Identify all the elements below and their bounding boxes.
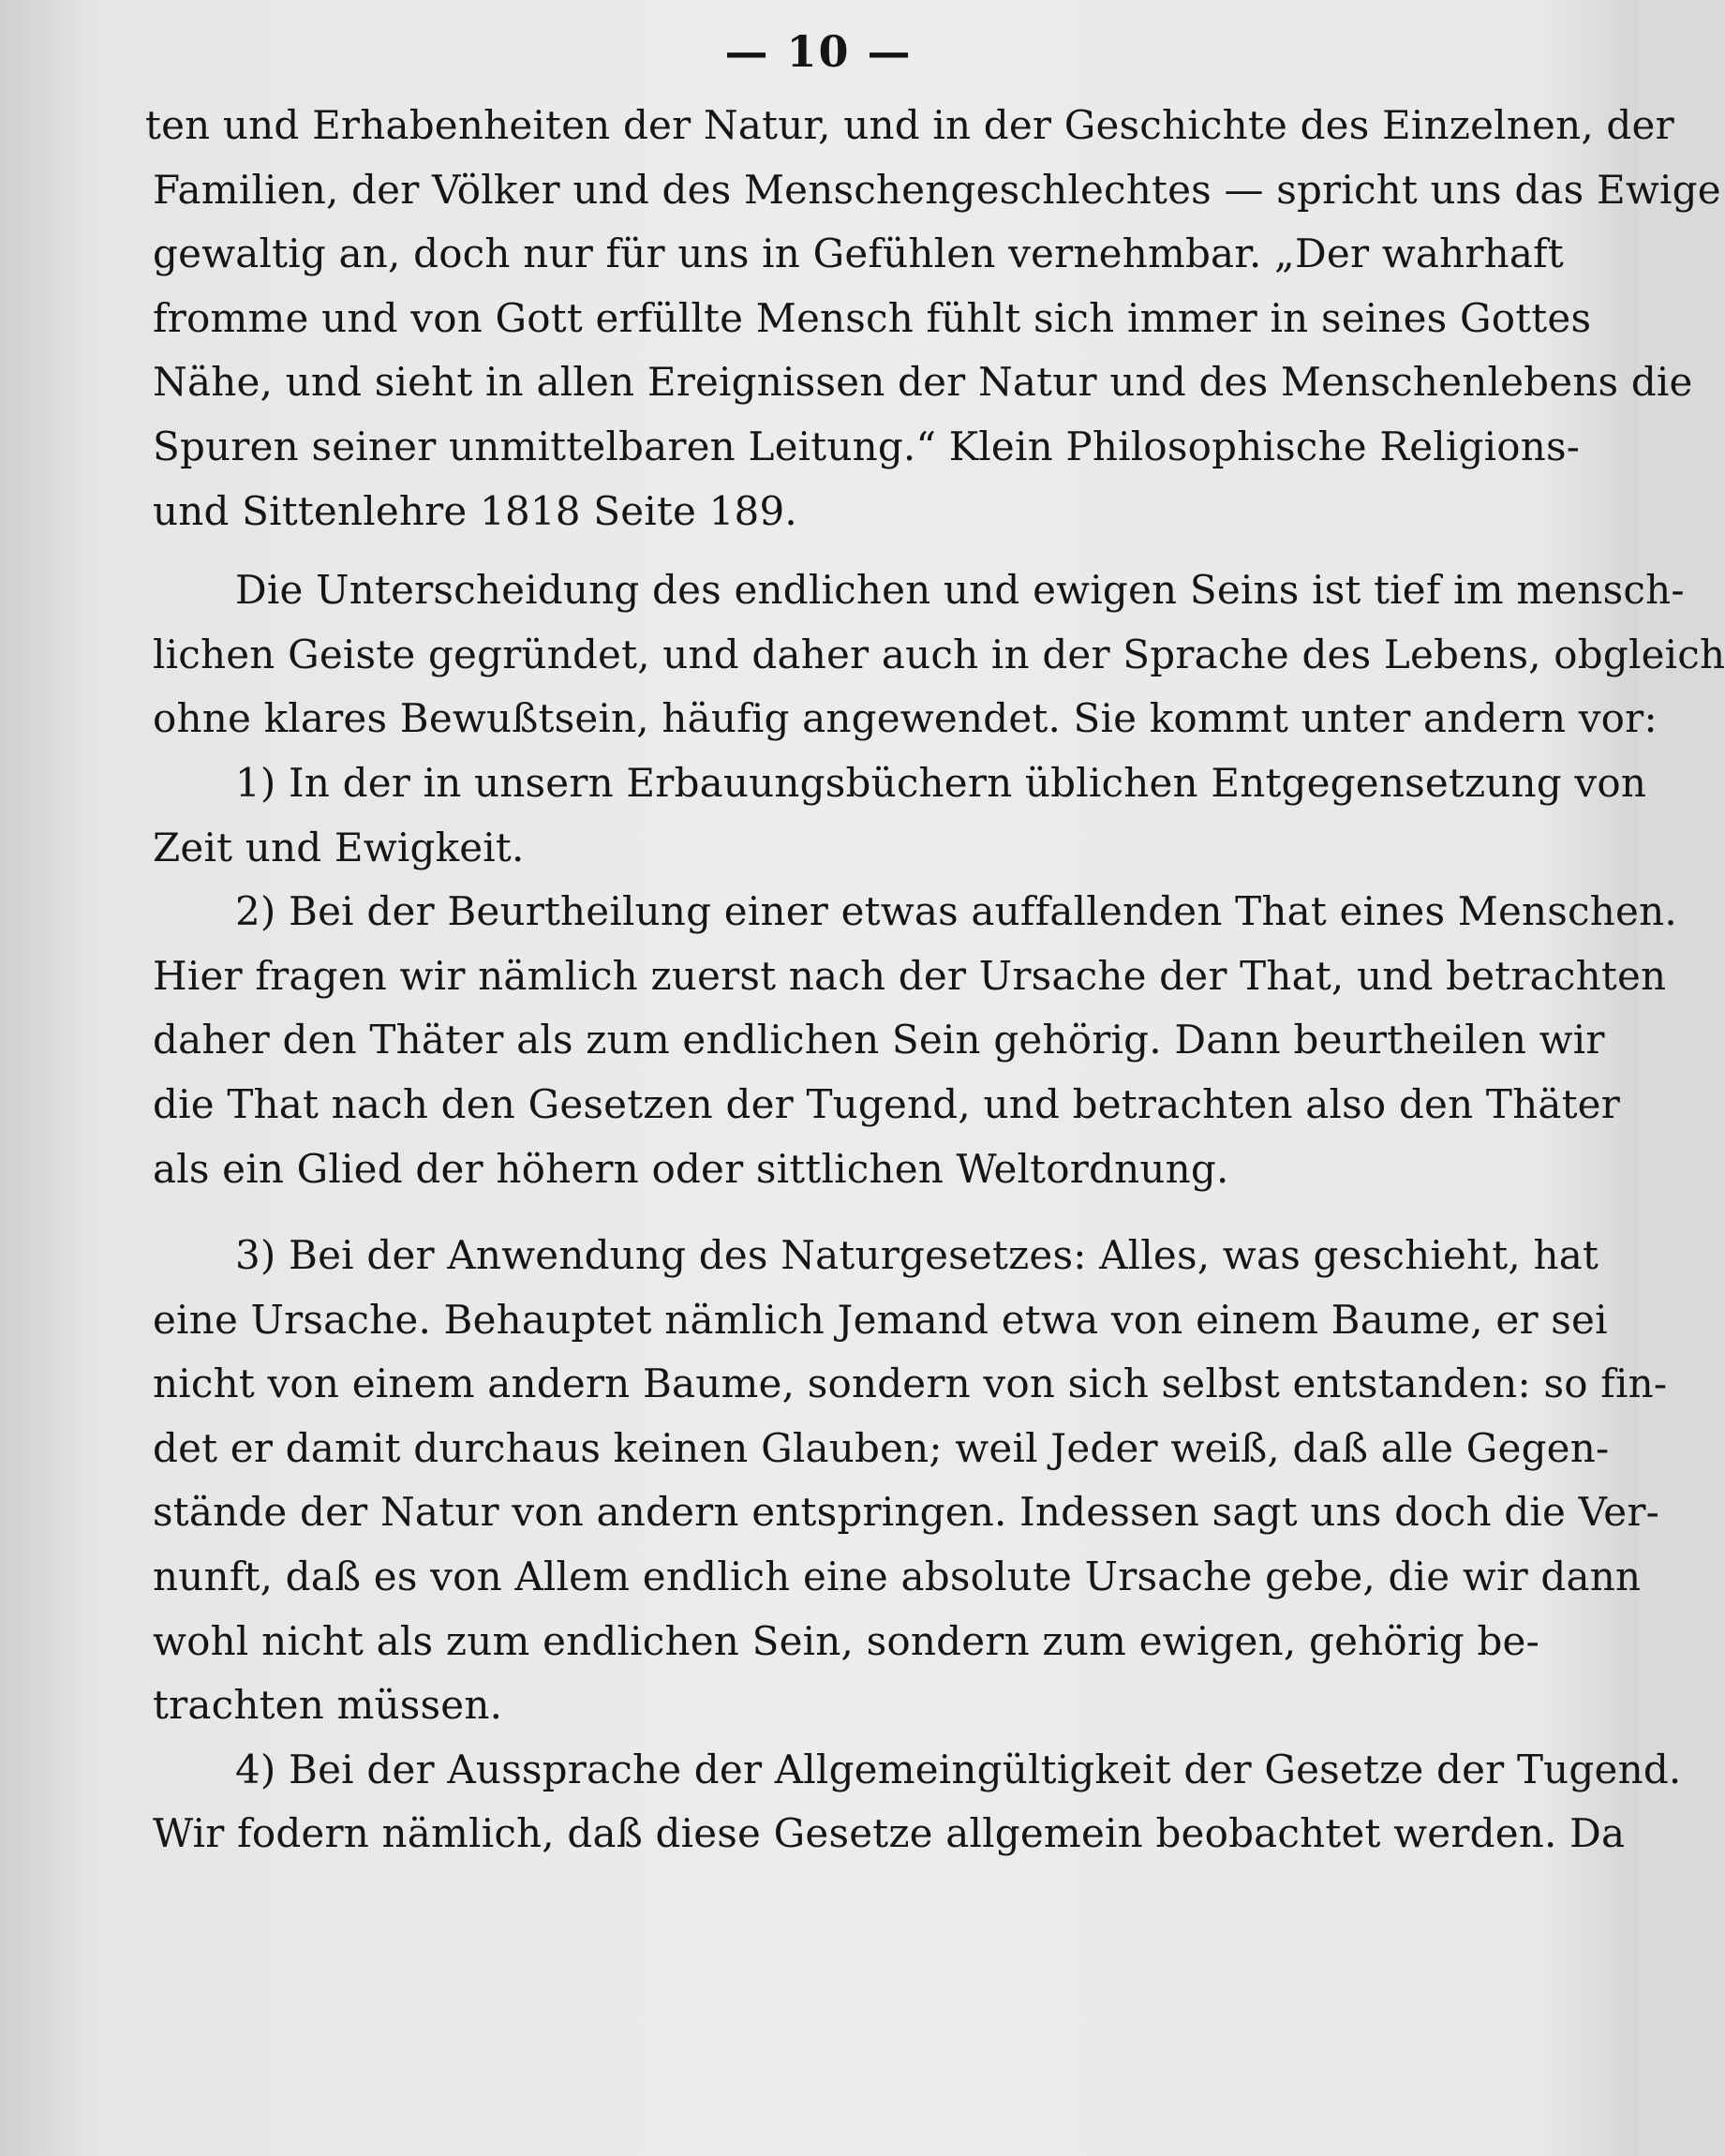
page-number: — 10 — — [724, 26, 913, 77]
body-text — [145, 94, 1725, 1866]
text-line: det er damit durchaus keinen Glauben; weil Jeder weiß, daß alle Gegen- — [153, 1424, 1610, 1471]
paragraph-1 — [145, 94, 1721, 543]
text-line: stände der Natur von andern entspringen. Indessen sagt uns doch die Ver- — [153, 1489, 1660, 1536]
text-line: wohl nicht als zum endlichen Sein, sondern zum ewigen, gehörig be- — [153, 1617, 1539, 1664]
paragraph-4 — [153, 880, 1677, 1201]
text-line: gewaltig an, doch nur für uns in Gefühlen vernehmbar. „Der wahrhaft — [153, 230, 1564, 277]
text-line: daher den Thäter als zum endlichen Sein gehörig. Dann beurtheilen wir — [153, 1017, 1605, 1063]
paragraph-6 — [153, 1738, 1682, 1866]
text-line: ten und Erhabenheiten der Natur, und in der Geschichte des Einzelnen, der — [145, 102, 1674, 148]
text-line: Zeit und Ewigkeit. — [153, 824, 525, 870]
paragraph-2 — [153, 558, 1725, 751]
text-line: 4) Bei der Aussprache der Allgemeingültigkeit der Gesetze der Tugend. — [235, 1746, 1682, 1792]
text-line: trachten müssen. — [153, 1682, 503, 1729]
text-line: Spuren seiner unmittelbaren Leitung.“ Klein Philosophische Religions- — [153, 423, 1581, 469]
text-line: Nähe, und sieht in allen Ereignissen der Natur und des Menschenlebens die — [153, 359, 1693, 406]
text-line: 3) Bei der Anwendung des Naturgesetzes: Alles, was geschieht, hat — [235, 1232, 1599, 1279]
text-line: 1) In der in unsern Erbauungsbüchern üblichen Entgegensetzung von — [235, 759, 1647, 806]
text-line: lichen Geiste gegründet, und daher auch in der Sprache des Lebens, obgleich — [153, 631, 1725, 677]
text-line: Wir fodern nämlich, daß diese Gesetze allgemein beobachtet werden. Da — [153, 1810, 1626, 1857]
text-line: nunft, daß es von Allem endlich eine absolute Ursache gebe, die wir dann — [153, 1554, 1642, 1600]
paragraph-3 — [153, 751, 1647, 880]
text-line: als ein Glied der höhern oder sittlichen Weltordnung. — [153, 1145, 1229, 1192]
text-line: und Sittenlehre 1818 Seite 189. — [153, 487, 797, 534]
text-line: Familien, der Völker und des Menschengeschlechtes — spricht uns das Ewige — [153, 166, 1721, 213]
text-line: die That nach den Gesetzen der Tugend, und betrachten also den Thäter — [153, 1080, 1620, 1127]
text-line: Die Unterscheidung des endlichen und ewigen Seins ist tief im mensch- — [235, 567, 1685, 614]
text-line: ohne klares Bewußtsein, häufig angewendet. Sie kommt unter andern vor: — [153, 695, 1658, 742]
text-line: fromme und von Gott erfüllte Mensch fühlt sich immer in seines Gottes — [153, 294, 1592, 341]
text-line: Hier fragen wir nämlich zuerst nach der Ursache der That, und betrachten — [153, 952, 1667, 999]
text-line: nicht von einem andern Baume, sondern von sich selbst entstanden: so fin- — [153, 1361, 1668, 1407]
paragraph-5 — [153, 1224, 1668, 1738]
text-line: eine Ursache. Behauptet nämlich Jemand etwa von einem Baume, er sei — [153, 1296, 1608, 1343]
text-line: 2) Bei der Beurtheilung einer etwas auffallenden That eines Menschen. — [235, 888, 1677, 935]
